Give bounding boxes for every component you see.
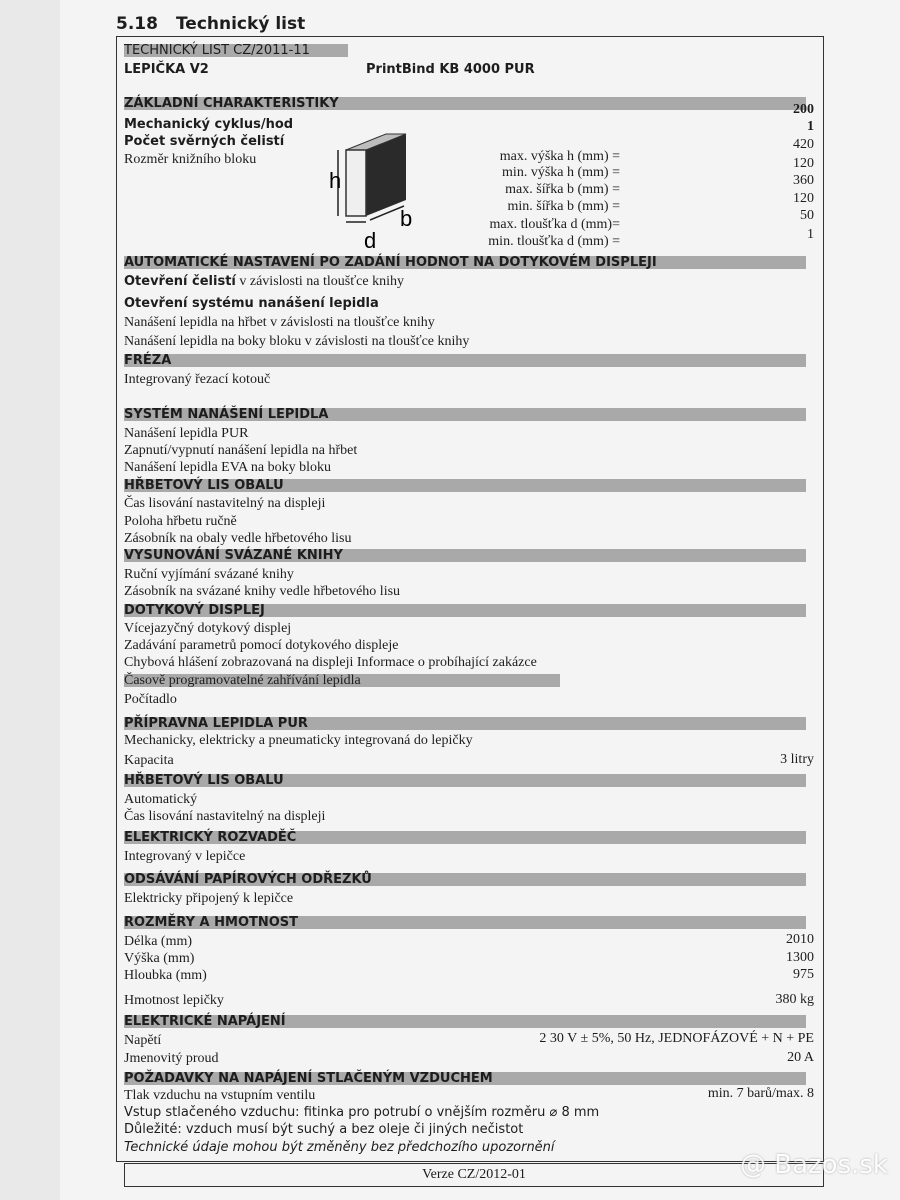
elec-header: ELEKTRICKÝ ROZVADĚČ bbox=[124, 830, 297, 845]
weight-label: Hmotnost lepičky bbox=[124, 993, 224, 1008]
dim-value: 360 bbox=[793, 173, 814, 188]
dim-value: 50 bbox=[800, 208, 814, 223]
air-header: POŽADAVKY NA NAPÁJENÍ STLAČENÝM VZDUCHEM bbox=[124, 1071, 493, 1086]
display-item: Vícejazyčný dotykový displej bbox=[124, 621, 292, 636]
size-label: Délka (mm) bbox=[124, 934, 193, 949]
auto-header: AUTOMATICKÉ NASTAVENÍ PO ZADÁNÍ HODNOT NA DOTYKOVÉM DISPLEJI bbox=[124, 255, 657, 270]
basic-header: ZÁKLADNÍ CHARAKTERISTIKY bbox=[124, 96, 339, 111]
air-inlet: Vstup stlačeného vzduchu: fitinka pro potrubí o vnějším rozměru ⌀ 8 mm bbox=[124, 1105, 600, 1120]
dim-value: 420 bbox=[793, 137, 814, 152]
clamps-value: 1 bbox=[807, 119, 814, 134]
pressure-value: min. 7 barů/max. 8 bbox=[707, 1086, 814, 1101]
block-label: Rozměr knižního bloku bbox=[124, 152, 257, 167]
weight-value: 380 kg bbox=[775, 992, 814, 1007]
counter-line: Počítadlo bbox=[124, 692, 177, 707]
eject-item: Zásobník na svázané knihy vedle hřbetového lisu bbox=[124, 584, 401, 599]
dim-value: 1 bbox=[807, 227, 814, 242]
capacity-value: 3 litry bbox=[780, 752, 814, 767]
freza-item: Integrovaný řezací kotouč bbox=[124, 372, 271, 387]
voltage-label: Napětí bbox=[124, 1033, 162, 1048]
eject-header: VYSUNOVÁNÍ SVÁZANÉ KNIHY bbox=[124, 548, 343, 563]
spine1-header: HŘBETOVÝ LIS OBALU bbox=[124, 478, 284, 493]
dim-label: max. výška h (mm) = bbox=[499, 149, 620, 164]
current-label: Jmenovitý proud bbox=[124, 1051, 219, 1066]
dim-value: 120 bbox=[793, 191, 814, 206]
eject-item: Ruční vyjímání svázané knihy bbox=[124, 567, 294, 582]
waste-header: ODSÁVÁNÍ PAPÍROVÝCH ODŘEZKŮ bbox=[124, 872, 372, 887]
pressure-label: Tlak vzduchu na vstupním ventilu bbox=[124, 1088, 316, 1103]
version-footer: Verze CZ/2012-01 bbox=[422, 1167, 526, 1182]
cycle-label: Mechanický cyklus/hod bbox=[124, 117, 294, 132]
current-value: 20 A bbox=[787, 1050, 814, 1065]
pur-line: Mechanicky, elektricky a pneumaticky integrovaná do lepičky bbox=[124, 733, 473, 748]
spine1-item: Čas lisování nastavitelný na displeji bbox=[124, 496, 326, 511]
voltage-value: 2 30 V ± 5%, 50 Hz, JEDNOFÁZOVÉ + N + PE bbox=[539, 1031, 814, 1046]
book-block-diagram bbox=[326, 128, 426, 256]
spine1-item: Zásobník na obaly vedle hřbetového lisu bbox=[124, 531, 352, 546]
size-value: 1300 bbox=[786, 950, 814, 965]
footer-box bbox=[124, 1163, 824, 1187]
sheet-code: TECHNICKÝ LIST CZ/2011-11 bbox=[124, 43, 310, 58]
auto-line: Otevření systému nanášení lepidla bbox=[124, 296, 379, 311]
cycle-value: 200 bbox=[793, 102, 814, 117]
auto-line: Otevření čelistí v závislosti na tloušťce knihy bbox=[124, 274, 404, 289]
waste-item: Elektricky připojený k lepičce bbox=[124, 891, 294, 906]
spine2-item: Automatický bbox=[124, 792, 198, 807]
elec-item: Integrovaný v lepičce bbox=[124, 849, 246, 864]
dim-label: min. šířka b (mm) = bbox=[507, 199, 620, 214]
spine2-item: Čas lisování nastavitelný na displeji bbox=[124, 809, 326, 824]
thickness-label: d bbox=[364, 228, 377, 253]
auto-line: Nanášení lepidla na boky bloku v závislosti na tloušťce knihy bbox=[124, 334, 470, 349]
size-label: Výška (mm) bbox=[124, 951, 195, 966]
machine-name: LEPIČKA V2 bbox=[124, 62, 209, 77]
size-value: 2010 bbox=[786, 932, 814, 947]
display-item: Zadávání parametrů pomocí dotykového displeje bbox=[124, 638, 399, 653]
dim-label: max. tloušťka d (mm)= bbox=[489, 217, 620, 232]
size-label: Hloubka (mm) bbox=[124, 968, 207, 983]
dim-value: 120 bbox=[793, 156, 814, 171]
capacity-label: Kapacita bbox=[124, 753, 174, 768]
air-note: Důležité: vzduch musí být suchý a bez oleje či jiných nečistot bbox=[124, 1122, 524, 1137]
section-heading: 5.18 Technický list bbox=[116, 14, 306, 34]
auto-line: Nanášení lepidla na hřbet v závislosti na tloušťce knihy bbox=[124, 315, 435, 330]
dim-label: max. šířka b (mm) = bbox=[505, 182, 620, 197]
heating-line: Časově programovatelné zahřívání lepidla bbox=[124, 673, 361, 688]
dim-label: min. tloušťka d (mm) = bbox=[488, 234, 620, 249]
model-name: PrintBind KB 4000 PUR bbox=[366, 62, 535, 77]
freza-bar bbox=[124, 354, 806, 367]
freza-header: FRÉZA bbox=[124, 353, 172, 368]
dim-label: min. výška h (mm) = bbox=[502, 165, 620, 180]
disclaimer: Technické údaje mohou být změněny bez předchozího upozornění bbox=[124, 1140, 555, 1155]
height-label: h bbox=[329, 168, 342, 193]
watermark-logo: @ Bazos.sk bbox=[739, 1150, 888, 1180]
power-header: ELEKTRICKÉ NAPÁJENÍ bbox=[124, 1014, 286, 1029]
pur-header: PŘÍPRAVNA LEPIDLA PUR bbox=[124, 716, 308, 731]
size-header: ROZMĚRY A HMOTNOST bbox=[124, 915, 299, 930]
spine2-header: HŘBETOVÝ LIS OBALU bbox=[124, 773, 284, 788]
glue-header: SYSTÉM NANÁŠENÍ LEPIDLA bbox=[124, 407, 329, 422]
clamps-label: Počet svěrných čelistí bbox=[124, 134, 285, 149]
width-label: b bbox=[400, 206, 413, 231]
spine1-item: Poloha hřbetu ručně bbox=[124, 514, 237, 529]
size-value: 975 bbox=[793, 967, 814, 982]
glue-item: Nanášení lepidla PUR bbox=[124, 426, 249, 441]
glue-item: Nanášení lepidla EVA na boky bloku bbox=[124, 460, 331, 475]
display-item: Chybová hlášení zobrazovaná na displeji Informace o probíhající zakázce bbox=[124, 655, 537, 670]
display-header: DOTYKOVÝ DISPLEJ bbox=[124, 603, 265, 618]
glue-item: Zapnutí/vypnutí nanášení lepidla na hřbet bbox=[124, 443, 358, 458]
